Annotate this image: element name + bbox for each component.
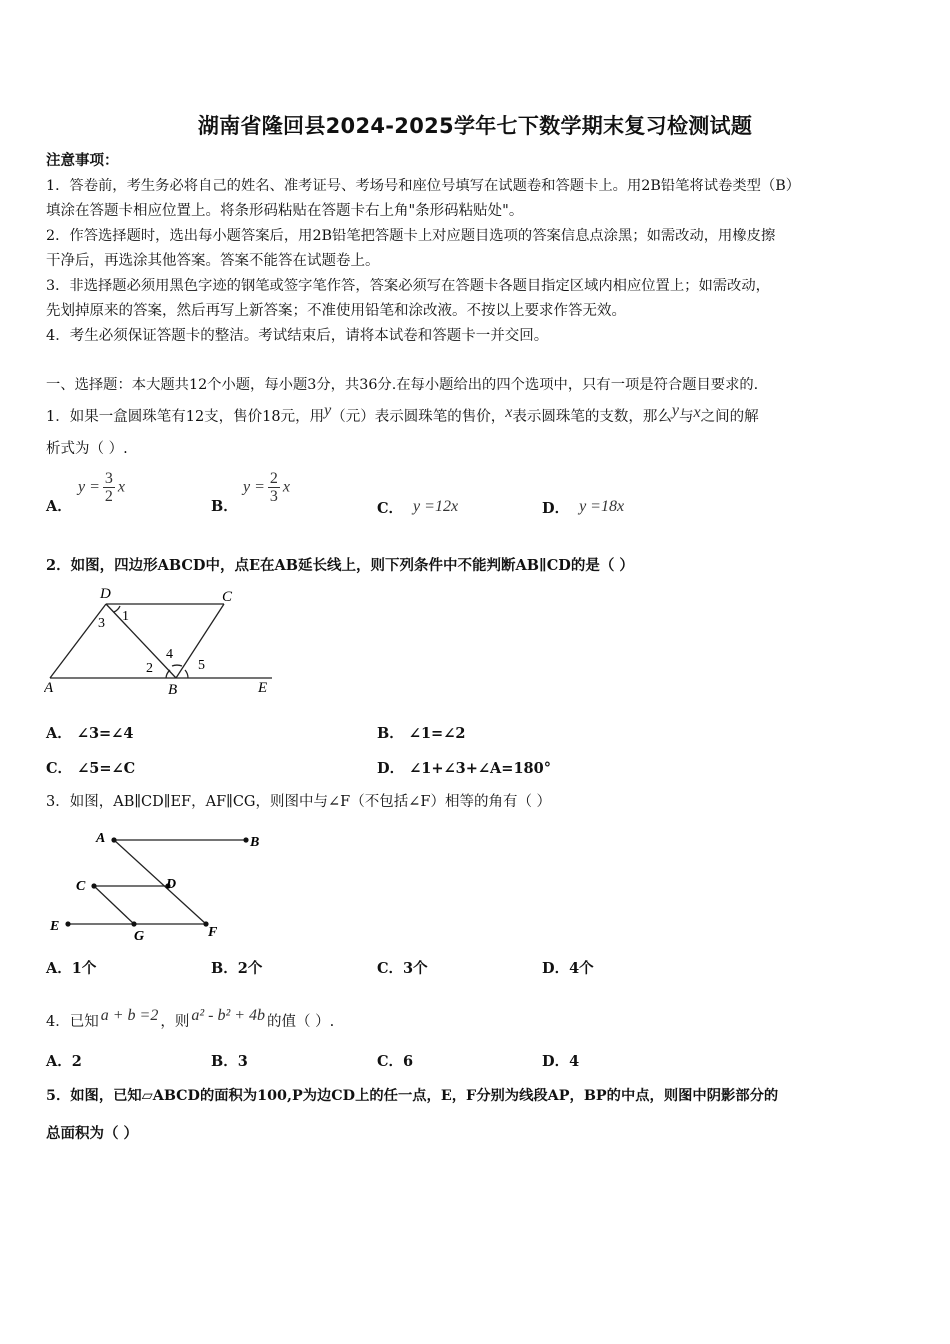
q2-angle-5: 5: [198, 658, 205, 673]
q3-option-d[interactable]: D．4个: [542, 960, 594, 977]
q4-option-c[interactable]: C．6: [377, 1053, 414, 1070]
q4-option-b[interactable]: B．3: [211, 1053, 248, 1070]
q3-label-D: D: [166, 877, 177, 892]
q2-angle-3: 3: [98, 616, 105, 631]
q2-option-d[interactable]: D． ∠1+∠3+∠A=180°: [377, 760, 551, 777]
var-x: x: [505, 404, 513, 421]
q2-figure: [44, 584, 276, 700]
q2-label-A: A: [44, 680, 54, 696]
q1-option-b[interactable]: B．: [211, 498, 238, 515]
q3-label-F: F: [208, 925, 218, 940]
notice-line: 3．非选择题必须用黑色字迹的钢笔或签字笔作答，答案必须写在答题卡各题目指定区域内相应位置上；如需改动，: [46, 278, 770, 294]
question-3-stem: 3．如图，AB∥CD∥EF，AF∥CG，则图中与∠F（不包括∠F）相等的角有（ ）: [46, 794, 552, 810]
q2-angle-2: 2: [146, 661, 153, 676]
q1-option-a[interactable]: A．: [46, 498, 72, 515]
q2-label-B: B: [168, 682, 178, 698]
q2-label-C: C: [222, 589, 233, 605]
var-x: x: [693, 404, 701, 421]
q3-label-C: C: [76, 879, 86, 894]
q2-angle-4: 4: [166, 647, 173, 662]
page-title: 湖南省隆回县2024-2025学年七下数学期末复习检测试题: [197, 114, 753, 138]
q2-label-D: D: [100, 586, 111, 602]
q1-option-d[interactable]: D． y =18x: [542, 498, 625, 517]
notice-line: 4．考生必须保证答题卡的整洁。考试结束后，请将本试卷和答题卡一并交回。: [46, 328, 549, 344]
q2-label-E: E: [258, 680, 268, 696]
q3-option-b[interactable]: B．2个: [211, 960, 263, 977]
notice-line: 1．答卷前，考生务必将自己的姓名、准考证号、考场号和座位号填写在试题卷和答题卡上。用2B铅笔将试卷类型（B）: [46, 178, 801, 194]
question-5-stem: 5．如图，已知▱ABCD的面积为100,P为边CD上的任一点，E，F分别为线段AP，BP的中点，则图中阴影部分的: [46, 1088, 779, 1104]
question-1-stem-cont: 析式为（ ）.: [46, 441, 128, 457]
q1-option-b-formula: y = $\frac{2}{3}$ x: [243, 470, 291, 505]
q3-option-c[interactable]: C．3个: [377, 960, 428, 977]
notice-heading: 注意事项：: [46, 152, 119, 169]
section-heading: 一、选择题：本大题共12个小题，每小题3分，共36分.在每小题给出的四个选项中，只有一项是符合题目要求的.: [46, 377, 759, 393]
var-y: y: [324, 402, 332, 419]
q2-option-a[interactable]: A． ∠3=∠4: [46, 725, 134, 742]
notice-line: 干净后，再选涂其他答案。答案不能答在试题卷上。: [46, 253, 380, 269]
notice-line: 2．作答选择题时，选出每小题答案后，用2B铅笔把答题卡上对应题目选项的答案信息点涂黑；如需改动，用橡皮擦: [46, 228, 776, 244]
notice-line: 填涂在答题卡相应位置上。将条形码粘贴在答题卡右上角"条形码粘贴处"。: [46, 203, 524, 219]
q3-option-a[interactable]: A．1个: [46, 960, 97, 977]
var-y: y: [671, 402, 679, 419]
question-4-stem: 4．已知 a + b =2 ，则 a² - b² + 4b 的值（ ）.: [46, 1007, 335, 1030]
q3-label-E: E: [50, 919, 60, 934]
q3-figure: [46, 826, 272, 946]
q4-expr-2: a² - b² + 4b: [191, 1007, 266, 1024]
q2-option-b[interactable]: B． ∠1=∠2: [377, 725, 466, 742]
q3-label-B: B: [250, 835, 260, 850]
q4-option-d[interactable]: D．4: [542, 1053, 580, 1070]
q4-option-a[interactable]: A．2: [46, 1053, 82, 1070]
q2-angle-1: 1: [122, 609, 129, 624]
q1-option-a-formula: y = $\frac{3}{2}$ x: [78, 470, 126, 505]
q1-option-c[interactable]: C． y =12x: [377, 498, 459, 517]
q3-label-G: G: [134, 929, 145, 944]
question-5-stem-cont: 总面积为（ ）: [46, 1125, 139, 1142]
q2-option-c[interactable]: C． ∠5=∠C: [46, 760, 136, 777]
notice-line: 先划掉原来的答案，然后再写上新答案；不准使用铅笔和涂改液。不按以上要求作答无效。: [46, 303, 626, 319]
question-2-stem: 2．如图，四边形ABCD中，点E在AB延长线上，则下列条件中不能判断AB∥CD的是（ ）: [46, 557, 634, 574]
q3-label-A: A: [96, 831, 106, 846]
q4-expr-1: a + b =2: [100, 1007, 159, 1024]
question-1-stem: 1．如果一盒圆珠笔有12支，售价18元，用y（元）表示圆珠笔的售价，x表示圆珠笔的支数，那么y与x之间的解: [46, 402, 759, 425]
